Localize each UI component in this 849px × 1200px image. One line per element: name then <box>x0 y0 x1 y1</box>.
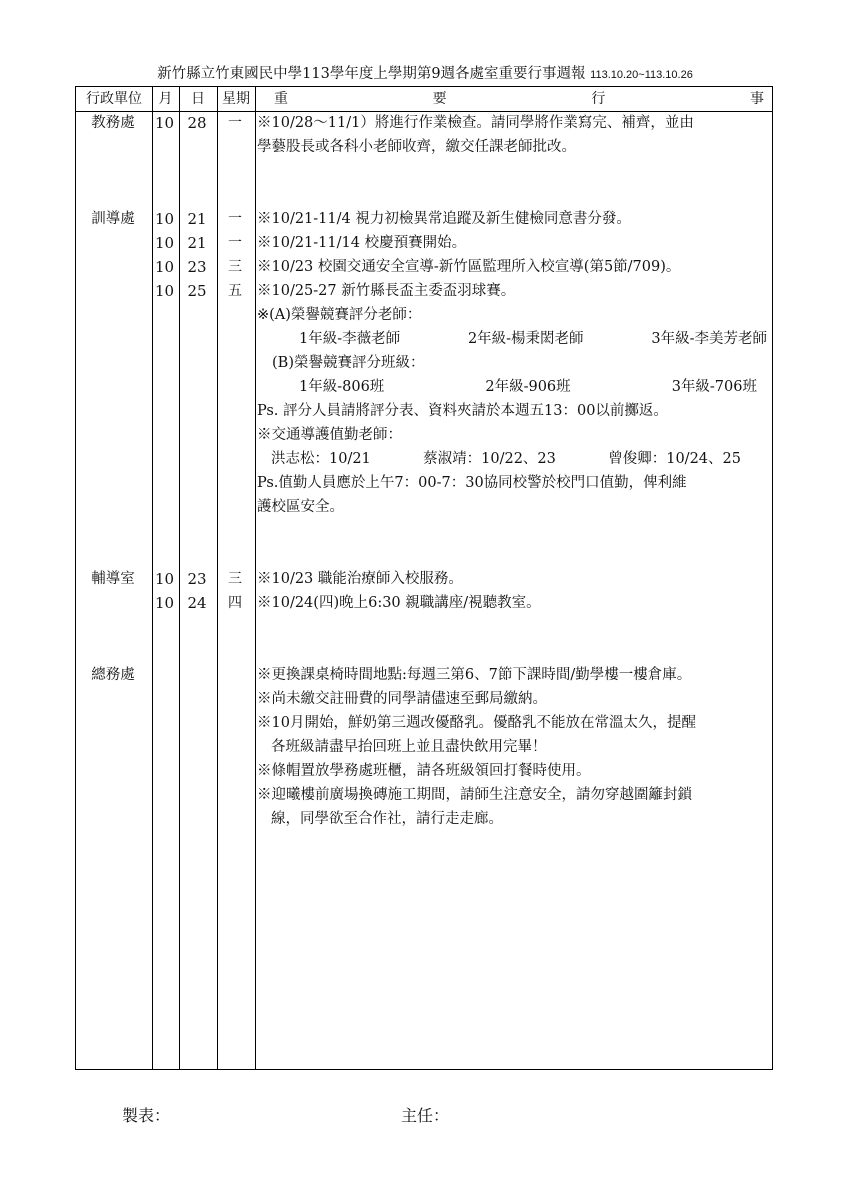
month-cell: 10 <box>154 594 175 612</box>
grader-teachers <box>299 327 767 351</box>
unit-academic: 教務處 <box>91 115 135 131</box>
table-row <box>75 207 773 231</box>
month-cell: 10 <box>154 234 175 252</box>
duty-teacher: 蔡淑靖：10/22、23 <box>423 451 556 467</box>
month-cell: 10 <box>154 258 175 276</box>
title-text: 新竹縣立竹東國民中學113學年度上學期第9週各處室重要行事週報 <box>157 66 586 82</box>
table-row <box>75 255 773 279</box>
table-row <box>75 687 773 711</box>
event-text: 學藝股長或各科小老師收齊，繳交任課老師批改。 <box>257 139 576 155</box>
director-label: 主任： <box>401 1106 450 1125</box>
weekday-cell: 三 <box>228 259 242 275</box>
table-row <box>75 135 773 159</box>
header-events-char: 重 <box>274 91 288 107</box>
table-row <box>75 447 773 471</box>
event-text: ※10/28～11/1）將進行作業檢查。請同學將作業寫完、補齊，並由 <box>257 115 694 131</box>
day-cell: 25 <box>187 282 207 300</box>
table-row <box>75 591 773 615</box>
table-row <box>75 471 773 495</box>
weekday-cell: 四 <box>228 595 242 611</box>
table-row <box>75 495 773 519</box>
month-cell: 10 <box>154 210 175 228</box>
event-text: ※10/23 職能治療師入校服務。 <box>257 571 463 587</box>
event-text: ※迎曦樓前廣場換磚施工期間，請師生注意安全，請勿穿越圍籬封鎖 <box>257 787 692 803</box>
event-text: ※(A)榮譽競賽評分老師： <box>257 307 422 323</box>
header-events-char: 事 <box>749 91 764 107</box>
table-row <box>75 807 773 831</box>
event-text: Ps. 評分人員請將評分表、資料夾請於本週五13：00以前擲返。 <box>257 403 668 419</box>
table-row <box>75 351 773 375</box>
event-text: ※條帽置放學務處班櫃，請各班級領回打餐時使用。 <box>257 763 591 779</box>
day-cell: 23 <box>187 258 207 276</box>
header-weekday: 星期 <box>222 91 250 107</box>
day-cell: 28 <box>187 114 207 132</box>
event-text: ※10/24(四)晚上6:30 親職講座/視聽教室。 <box>257 595 541 611</box>
table-row <box>75 783 773 807</box>
grader-teacher: 3年級-李美芳老師 <box>651 331 767 347</box>
unit-student-affairs: 訓導處 <box>91 211 135 227</box>
event-text: ※更換課桌椅時間地點:每週三第6、7節下課時間/勤學樓一樓倉庫。 <box>257 667 692 683</box>
month-cell: 10 <box>154 114 175 132</box>
day-cell: 23 <box>187 570 207 588</box>
weekday-cell: 一 <box>228 211 242 227</box>
table-row <box>75 327 773 351</box>
table-row <box>75 279 773 303</box>
event-text: 各班級請盡早抬回班上並且盡快飲用完畢！ <box>271 739 547 755</box>
table-row <box>75 711 773 735</box>
header-events-char: 行 <box>591 91 606 107</box>
event-text: ※10月開始，鮮奶第三週改優酪乳。優酪乳不能放在常溫太久，提醒 <box>257 715 696 731</box>
grader-class: 2年級-906班 <box>485 379 571 395</box>
table-row <box>75 111 773 135</box>
table-row <box>75 399 773 423</box>
day-cell: 24 <box>187 594 207 612</box>
month-cell: 10 <box>154 282 175 300</box>
table-row <box>75 231 773 255</box>
event-text: ※交通導護值勤老師： <box>257 427 402 443</box>
event-text: ※10/21-11/14 校慶預賽開始。 <box>257 235 467 251</box>
table-row <box>75 423 773 447</box>
grader-teacher: 2年級-楊秉閎老師 <box>467 331 584 347</box>
header-events-char: 要 <box>432 91 447 107</box>
header-day: 日 <box>191 91 205 107</box>
table-row <box>75 375 773 399</box>
event-text: Ps.值勤人員應於上午7：00-7：30協同校警於校門口值勤，俾利維 <box>257 475 687 491</box>
date-range: 113.10.20~113.10.26 <box>590 69 693 81</box>
weekday-cell: 一 <box>228 115 242 131</box>
unit-counseling: 輔導室 <box>91 571 135 587</box>
event-text: ※10/21-11/4 視力初檢異常追蹤及新生健檢同意書分發。 <box>257 211 631 227</box>
table-body <box>75 111 773 831</box>
event-text: ※10/23 校園交通安全宣導-新竹區監理所入校宣導(第5節/709)。 <box>257 259 681 275</box>
grader-classes <box>299 375 757 399</box>
table-row <box>75 759 773 783</box>
event-text: 護校區安全。 <box>257 499 344 515</box>
event-text: ※10/25-27 新竹縣長盃主委盃羽球賽。 <box>257 283 516 299</box>
event-text: ※尚未繳交註冊費的同學請儘速至郵局繳納。 <box>257 691 547 707</box>
duty-teachers <box>271 447 741 471</box>
prepared-by-label: 製表： <box>122 1106 171 1125</box>
table-row <box>75 735 773 759</box>
header-month: 月 <box>158 91 173 107</box>
day-cell: 21 <box>187 210 207 228</box>
duty-teacher: 洪志松：10/21 <box>271 451 371 467</box>
day-cell: 21 <box>187 234 207 252</box>
table-row <box>75 567 773 591</box>
spacer <box>75 159 773 207</box>
table-row <box>75 663 773 687</box>
header-events <box>274 87 764 111</box>
grader-class: 3年級-706班 <box>671 379 757 395</box>
unit-general-affairs: 總務處 <box>91 667 135 683</box>
spacer <box>75 615 773 663</box>
grader-class: 1年級-806班 <box>299 379 385 395</box>
spacer <box>75 519 773 567</box>
table-row <box>75 303 773 327</box>
event-text: (B)榮譽競賽評分班級： <box>272 355 425 371</box>
event-text: 線，同學欲至合作社，請行走走廊。 <box>271 811 503 827</box>
header-unit: 行政單位 <box>86 91 142 107</box>
duty-teacher: 曾俊卿：10/24、25 <box>608 451 741 467</box>
weekday-cell: 三 <box>228 571 242 587</box>
document-title <box>75 62 775 83</box>
month-cell: 10 <box>154 570 175 588</box>
grader-teacher: 1年級-李薇老師 <box>299 331 401 347</box>
weekday-cell: 五 <box>228 283 242 299</box>
weekday-cell: 一 <box>228 235 242 251</box>
